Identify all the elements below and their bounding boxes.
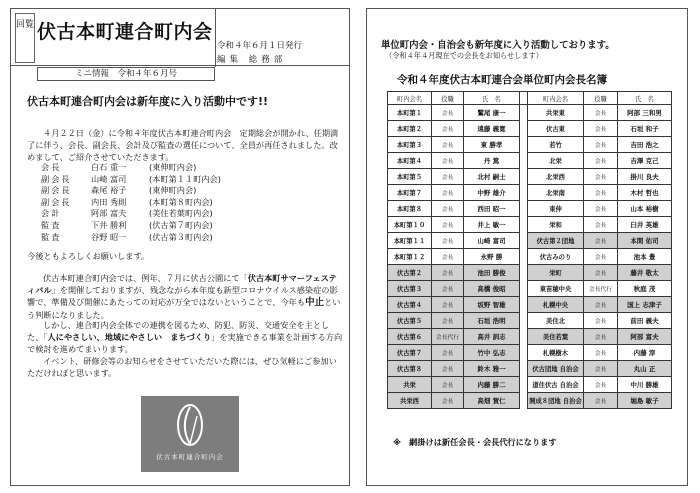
summer-fest-text-2: 」を開催しておりますが、残念ながら本年度も新型コロナウイルス感染症の影響で、準備及び開催にあたっての対応が万全ではないということで、今年も bbox=[27, 285, 338, 307]
summer-fest-text-1: 伏古本町連合町内会では、例年、７月に伏古公園にて「 bbox=[43, 273, 248, 283]
town-name-cell: 若竹 bbox=[528, 137, 584, 153]
association-logo bbox=[141, 396, 239, 472]
roster-column-header: 役職 bbox=[584, 92, 618, 105]
officer-name: 山崎 富司 bbox=[91, 173, 127, 184]
roster-row bbox=[388, 265, 672, 281]
town-name-cell: 伏古第２ bbox=[388, 265, 432, 281]
chair-name-cell: 高橋 俊昭 bbox=[464, 281, 520, 297]
town-name-cell: 札幌中央 bbox=[528, 297, 584, 313]
roster-row bbox=[388, 153, 672, 169]
column-gap bbox=[520, 361, 528, 377]
role-cell: 会長 bbox=[584, 153, 618, 169]
officer-row bbox=[41, 162, 221, 174]
summer-fest-name: 伏古本町サマーフェスティバル bbox=[27, 273, 337, 295]
chair-name-cell: 吉田 浩之 bbox=[618, 137, 672, 153]
town-name-cell: 本町第８ bbox=[388, 201, 432, 217]
officer-title: 副会長 bbox=[41, 185, 72, 196]
role-cell: 会長 bbox=[584, 169, 618, 185]
chairman-roster-table bbox=[387, 91, 672, 409]
chair-name-cell: 木村 哲也 bbox=[618, 185, 672, 201]
logo-caption: 伏古本町連合町内会 bbox=[156, 453, 224, 461]
town-name-cell: 伏古第７ bbox=[388, 345, 432, 361]
role-cell: 会長 bbox=[584, 185, 618, 201]
chair-name-cell: 遠藤 義寛 bbox=[464, 121, 520, 137]
roster-row bbox=[388, 137, 672, 153]
roster-row bbox=[388, 249, 672, 265]
roster-row bbox=[388, 329, 672, 345]
roster-row bbox=[388, 313, 672, 329]
officer-name: 内田 秀則 bbox=[91, 196, 127, 207]
column-gap bbox=[520, 345, 528, 361]
column-gap bbox=[520, 92, 528, 105]
safety-slogan: 人にやさしい、地域にやさしい まちづくり bbox=[47, 332, 212, 342]
town-name-cell: 本町第１ bbox=[388, 105, 432, 121]
role-cell: 会長 bbox=[584, 201, 618, 217]
officer-row bbox=[41, 185, 221, 197]
chair-name-cell: 鷲尾 康一 bbox=[464, 105, 520, 121]
roster-row bbox=[388, 297, 672, 313]
officer-row bbox=[41, 220, 221, 232]
column-gap bbox=[520, 169, 528, 185]
safety-paragraph bbox=[27, 319, 343, 355]
chair-name-cell: 中野 雄介 bbox=[464, 185, 520, 201]
chair-name-cell: 高畑 賀仁 bbox=[464, 393, 520, 409]
officer-title: 会計 bbox=[41, 208, 62, 219]
town-name-cell: 開成８団地 自治会 bbox=[528, 393, 584, 409]
officer-row bbox=[41, 197, 221, 209]
roster-row bbox=[388, 377, 672, 393]
chair-name-cell: 石垣 浩明 bbox=[464, 313, 520, 329]
officer-town: (美住若葉町内会) bbox=[149, 208, 213, 219]
roster-row bbox=[388, 217, 672, 233]
summer-fest-text-3: という判断になりました。 bbox=[27, 297, 341, 320]
role-cell: 会長 bbox=[432, 377, 464, 393]
chair-name-cell: 池田 勝俊 bbox=[464, 265, 520, 281]
town-name-cell: 共栄東 bbox=[528, 105, 584, 121]
chair-name-cell: 竹中 弘志 bbox=[464, 345, 520, 361]
chair-name-cell: 藤井 敬太 bbox=[618, 265, 672, 281]
roster-note: （令和４年４月現在での会長をお知らせします） bbox=[385, 51, 543, 60]
roster-column-header: 町内会名 bbox=[388, 92, 432, 105]
chair-name-cell: 掛川 良夫 bbox=[618, 169, 672, 185]
safety-text-1: しかし、連合町内会全体での連携を図るため、防犯、防災、交通安全を主とした、「 bbox=[27, 320, 330, 342]
roster-row bbox=[388, 201, 672, 217]
chair-name-cell: 本間 佑司 bbox=[618, 233, 672, 249]
town-name-cell: 本町第２ bbox=[388, 121, 432, 137]
town-name-cell: 栄和 bbox=[528, 217, 584, 233]
town-name-cell: 伏古第５ bbox=[388, 313, 432, 329]
town-name-cell: 伏古第６ bbox=[388, 329, 432, 345]
role-cell: 会長 bbox=[432, 393, 464, 409]
chair-name-cell: 山本 裕樹 bbox=[618, 201, 672, 217]
town-name-cell: 伏古みのり bbox=[528, 249, 584, 265]
role-cell: 会長代行 bbox=[584, 281, 618, 297]
officer-title: 会長 bbox=[41, 162, 62, 172]
role-cell: 会長 bbox=[432, 281, 464, 297]
kairan-box: 回覧 bbox=[15, 13, 35, 63]
safety-text-2: 」を実施できる事業を計画する方向で検討を進めてまいります。 bbox=[27, 332, 343, 354]
article-headline: 伏古本町連合町内会は新年度に入り活動中です!! bbox=[27, 95, 269, 108]
chair-name-cell: 西田 昭一 bbox=[464, 201, 520, 217]
roster-row bbox=[388, 121, 672, 137]
town-name-cell: 北栄西 bbox=[528, 169, 584, 185]
role-cell: 会長代行 bbox=[432, 329, 464, 345]
roster-heading: 単位町内会・自治会も新年度に入り活動しております。 bbox=[381, 40, 615, 51]
role-cell: 会長 bbox=[432, 313, 464, 329]
town-name-cell: 道住伏古 自治会 bbox=[528, 377, 584, 393]
officer-title: 監査 bbox=[41, 231, 62, 242]
role-cell: 会長 bbox=[432, 233, 464, 249]
town-name-cell: 伏古東 bbox=[528, 121, 584, 137]
role-cell: 会長 bbox=[432, 361, 464, 377]
chair-name-cell: 国上 志津子 bbox=[618, 297, 672, 313]
roster-title: 令和４年度伏古本町連合会単位町内会長名簿 bbox=[397, 74, 607, 86]
roster-row bbox=[388, 169, 672, 185]
chair-name-cell: 丸山 正 bbox=[618, 361, 672, 377]
newsletter-page-left bbox=[10, 8, 350, 486]
officer-name: 白石 重一 bbox=[91, 162, 127, 172]
newsletter-page-right bbox=[366, 8, 688, 486]
town-name-cell: 共栄 bbox=[388, 377, 432, 393]
role-cell: 会長 bbox=[584, 329, 618, 345]
chair-name-cell: 内藤 淳 bbox=[618, 345, 672, 361]
role-cell: 会長 bbox=[584, 313, 618, 329]
closing-text: 今後ともよろしくお願いします。 bbox=[27, 251, 150, 261]
chair-name-cell: 前田 義夫 bbox=[618, 313, 672, 329]
chair-name-cell: 井上 敏一 bbox=[464, 217, 520, 233]
role-cell: 会長 bbox=[432, 201, 464, 217]
officer-town: (伏古第３町内会) bbox=[149, 231, 213, 242]
town-name-cell: 本町第３ bbox=[388, 137, 432, 153]
town-name-cell: 伏古第８ bbox=[388, 361, 432, 377]
town-name-cell: 札幌樹木 bbox=[528, 345, 584, 361]
role-cell: 会長 bbox=[432, 169, 464, 185]
roster-row bbox=[388, 185, 672, 201]
town-name-cell: 伏古第３ bbox=[388, 281, 432, 297]
role-cell: 会長 bbox=[432, 265, 464, 281]
column-gap bbox=[520, 153, 528, 169]
role-cell: 会長 bbox=[584, 361, 618, 377]
chair-name-cell: 高井 訓志 bbox=[464, 329, 520, 345]
column-gap bbox=[520, 201, 528, 217]
role-cell: 会長 bbox=[584, 297, 618, 313]
officer-town: (東伸町内会) bbox=[149, 185, 197, 196]
chair-name-cell: 永野 勝 bbox=[464, 249, 520, 265]
chair-name-cell: 東 勝孝 bbox=[464, 137, 520, 153]
chair-name-cell: 阿部 三和男 bbox=[618, 105, 672, 121]
role-cell: 会長 bbox=[432, 105, 464, 121]
town-name-cell: 美住若葉 bbox=[528, 329, 584, 345]
summer-fest-paragraph bbox=[27, 272, 343, 321]
chair-name-cell: 内藤 勝二 bbox=[464, 377, 520, 393]
roster-row bbox=[388, 393, 672, 409]
town-name-cell: 伏古第２団地 bbox=[528, 233, 584, 249]
town-name-cell: 東伸 bbox=[528, 201, 584, 217]
editor-credit: 編集 総務部 bbox=[217, 55, 287, 65]
role-cell: 会長 bbox=[584, 105, 618, 121]
officer-list bbox=[41, 162, 221, 243]
role-cell: 会長 bbox=[584, 249, 618, 265]
town-name-cell: 栄町 bbox=[528, 265, 584, 281]
column-gap bbox=[520, 313, 528, 329]
roster-header-row bbox=[388, 92, 672, 105]
roster-column-header: 町内会名 bbox=[528, 92, 584, 105]
officer-title: 副会長 bbox=[41, 173, 72, 184]
column-gap bbox=[520, 297, 528, 313]
role-cell: 会長 bbox=[432, 137, 464, 153]
officer-title: 副会長 bbox=[41, 196, 72, 207]
officer-title: 監査 bbox=[41, 219, 62, 230]
role-cell: 会長 bbox=[432, 345, 464, 361]
role-cell: 会長 bbox=[584, 121, 618, 137]
officer-town: (伏古第７町内会) bbox=[149, 219, 213, 230]
chair-name-cell: 鈴木 雅一 bbox=[464, 361, 520, 377]
town-name-cell: 本町第７ bbox=[388, 185, 432, 201]
town-name-cell: 伏古第４ bbox=[388, 297, 432, 313]
chair-name-cell: 臼井 英雄 bbox=[618, 217, 672, 233]
chair-name-cell: 阿部 富夫 bbox=[618, 329, 672, 345]
officer-row bbox=[41, 232, 221, 244]
newsletter-header bbox=[11, 9, 349, 66]
roster-row bbox=[388, 233, 672, 249]
role-cell: 会長 bbox=[432, 185, 464, 201]
mini-info-bar: ミニ情報 令和４年６月号 bbox=[37, 67, 215, 81]
officer-name: 谷野 昭一 bbox=[91, 231, 127, 242]
chair-name-cell: 中川 勝雄 bbox=[618, 377, 672, 393]
chair-name-cell: 池本 豊 bbox=[618, 249, 672, 265]
column-gap bbox=[520, 137, 528, 153]
officer-row bbox=[41, 174, 221, 186]
chair-name-cell: 吉澤 克己 bbox=[618, 153, 672, 169]
roster-row bbox=[388, 281, 672, 297]
town-name-cell: 共栄西 bbox=[388, 393, 432, 409]
column-gap bbox=[520, 393, 528, 409]
column-gap bbox=[520, 217, 528, 233]
role-cell: 会長 bbox=[432, 217, 464, 233]
column-gap bbox=[520, 121, 528, 137]
role-cell: 会長 bbox=[584, 393, 618, 409]
chair-name-cell: 丹 篤 bbox=[464, 153, 520, 169]
roster-column-header: 氏 名 bbox=[618, 92, 672, 105]
town-name-cell: 本町第４ bbox=[388, 153, 432, 169]
column-gap bbox=[520, 249, 528, 265]
officer-town: (東伸町内会) bbox=[149, 162, 197, 172]
town-name-cell: 北栄南 bbox=[528, 185, 584, 201]
roster-row bbox=[388, 345, 672, 361]
article-intro: ４月２２日（金）に令和４年度伏古本町連合町内会 定期総会が開かれ、任期満了に伴う、会長、副会長、会計及び監査の選任について、全員が再任されました。改めまして、ご紹介させていただきます。 bbox=[27, 128, 339, 162]
role-cell: 会長 bbox=[432, 297, 464, 313]
chair-name-cell: 山崎 富司 bbox=[464, 233, 520, 249]
role-cell: 会長 bbox=[432, 121, 464, 137]
role-cell: 会長 bbox=[584, 265, 618, 281]
column-gap bbox=[520, 105, 528, 121]
officer-name: 阿部 富夫 bbox=[91, 208, 127, 219]
newsletter-title: 伏古本町連合町内会 bbox=[37, 21, 213, 43]
town-name-cell: 北栄 bbox=[528, 153, 584, 169]
town-name-cell: 美住北 bbox=[528, 313, 584, 329]
town-name-cell: 東苗穂中央 bbox=[528, 281, 584, 297]
header-divider bbox=[215, 9, 216, 67]
role-cell: 会長 bbox=[432, 153, 464, 169]
role-cell: 会長 bbox=[584, 377, 618, 393]
role-cell: 会長 bbox=[432, 249, 464, 265]
roster-column-header: 役職 bbox=[432, 92, 464, 105]
officer-town: (本町第１１町内会) bbox=[149, 173, 221, 184]
roster-row bbox=[388, 105, 672, 121]
officer-row bbox=[41, 208, 221, 220]
column-gap bbox=[520, 185, 528, 201]
roster-row bbox=[388, 361, 672, 377]
town-name-cell: 本町第５ bbox=[388, 169, 432, 185]
leaf-logo-icon bbox=[175, 402, 205, 448]
chair-name-cell: 坂野 智雄 bbox=[464, 297, 520, 313]
column-gap bbox=[520, 329, 528, 345]
role-cell: 会長 bbox=[584, 345, 618, 361]
issue-date: 令和４年６月１日発行 bbox=[217, 41, 303, 51]
role-cell: 会長 bbox=[584, 233, 618, 249]
role-cell: 会長 bbox=[584, 217, 618, 233]
officer-town: (本町第８町内会) bbox=[149, 196, 213, 207]
chair-name-cell: 北村 嗣士 bbox=[464, 169, 520, 185]
chair-name-cell: 堀島 敏子 bbox=[618, 393, 672, 409]
town-name-cell: 伏古団地 自治会 bbox=[528, 361, 584, 377]
events-paragraph: イベント、研修会等のお知らせをさせていただいた際には、ぜひ気軽にご参加いただければと思います。 bbox=[27, 356, 337, 378]
roster-column-header: 氏 名 bbox=[464, 92, 520, 105]
officer-name: 下井 勝利 bbox=[91, 219, 127, 230]
roster-footnote: ※ 網掛けは新任会長・会長代行になります bbox=[393, 437, 557, 447]
summer-fest-cancelled: 中止 bbox=[305, 297, 325, 308]
town-name-cell: 本町第１１ bbox=[388, 233, 432, 249]
role-cell: 会長 bbox=[584, 137, 618, 153]
town-name-cell: 本町第１０ bbox=[388, 217, 432, 233]
chair-name-cell: 秋庭 茂 bbox=[618, 281, 672, 297]
column-gap bbox=[520, 281, 528, 297]
officer-name: 森尾 裕子 bbox=[91, 185, 127, 196]
column-gap bbox=[520, 265, 528, 281]
column-gap bbox=[520, 233, 528, 249]
chair-name-cell: 石垣 和子 bbox=[618, 121, 672, 137]
column-gap bbox=[520, 377, 528, 393]
town-name-cell: 本町第１２ bbox=[388, 249, 432, 265]
